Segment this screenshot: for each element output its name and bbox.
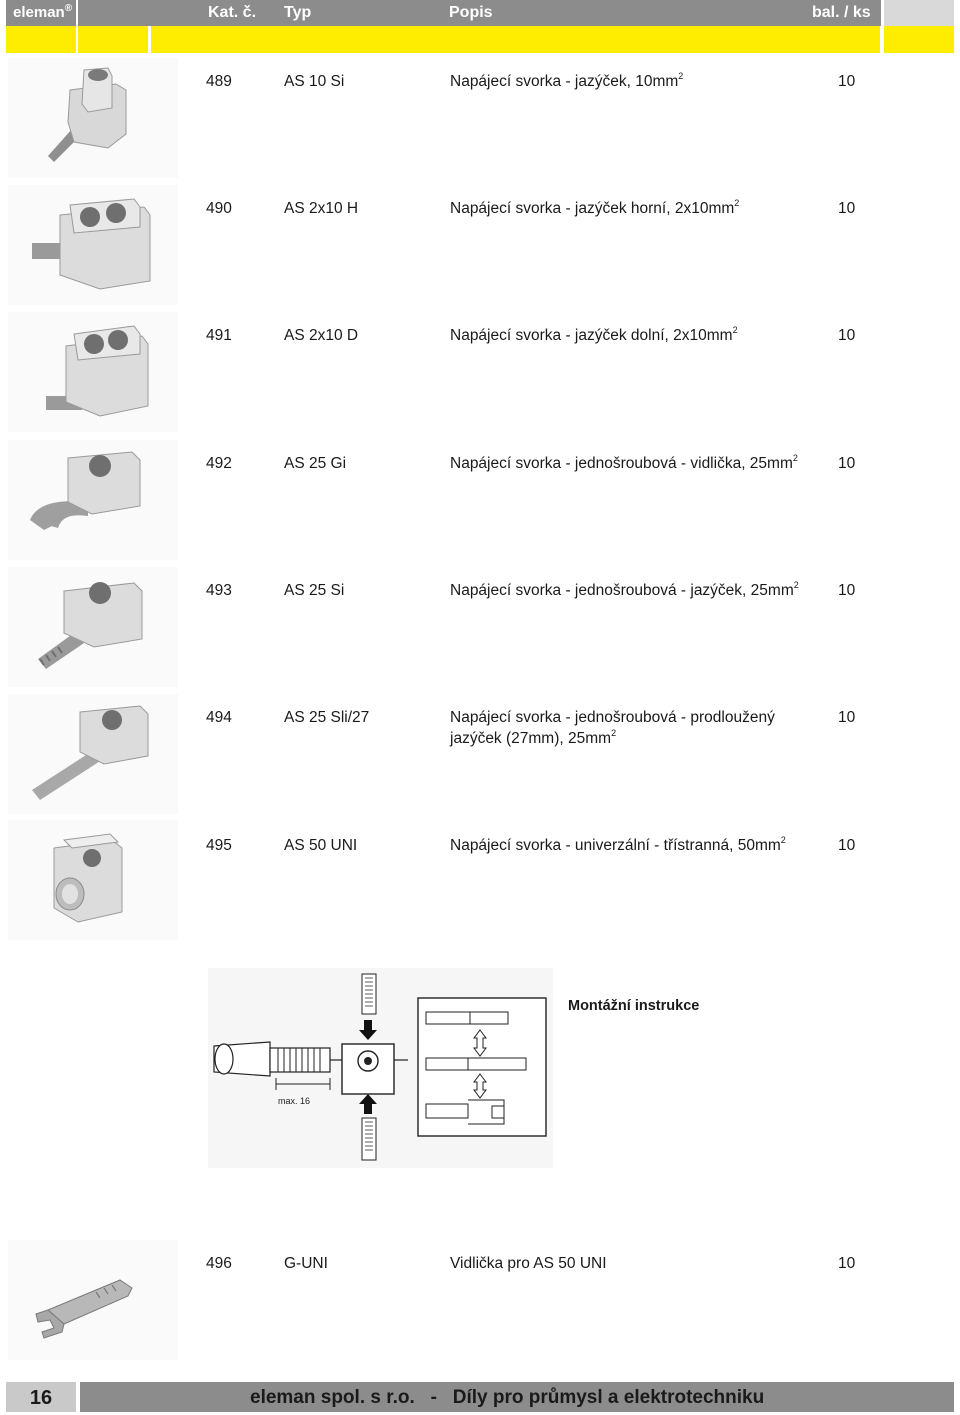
product-description: Napájecí svorka - jednošroubová - vidlička, $25mm^2$ [450, 453, 798, 472]
footer-company-text: eleman spol. s r.o. - Díly pro průmysl a elektrotechniku [250, 1387, 765, 1408]
product-type: G-UNI [284, 1255, 328, 1272]
col-header-kat: Kat. č. [208, 4, 257, 21]
fork-terminal-icon [8, 440, 178, 560]
mounting-diagram [208, 968, 553, 1168]
max-length-label: max. 16 [278, 1096, 311, 1106]
package-quantity: 10 [838, 582, 856, 599]
product-description: Napájecí svorka - univerzální - třístranná, $50mm^2$ [450, 835, 786, 854]
product-description: Napájecí svorka - jazýček dolní, $2x10mm^2$ [450, 325, 738, 344]
col-header-typ: Typ [284, 4, 312, 21]
product-type: AS 50 UNI [284, 837, 358, 854]
header-bar [78, 0, 881, 26]
catalog-number: 494 [206, 709, 232, 726]
accent-bar-right [884, 26, 954, 53]
product-description: Napájecí svorka - jazýček, $10mm^2$ [450, 71, 684, 90]
package-quantity: 10 [838, 327, 856, 344]
brand-cell [6, 0, 76, 26]
col-header-popis: Popis [449, 4, 493, 21]
brand-logo: eleman® [13, 3, 73, 21]
accent-bar-a [78, 26, 148, 53]
mounting-instructions-label: Montážní instrukce [568, 998, 700, 1014]
product-type: AS 25 Gi [284, 455, 347, 472]
catalog-number: 496 [206, 1255, 232, 1272]
product-type: AS 25 Sli/27 [284, 709, 370, 726]
terminal-tongue-icon [8, 58, 178, 178]
product-description: Vidlička pro AS 50 UNI [450, 1255, 607, 1272]
product-type: AS 2x10 D [284, 327, 359, 344]
product-description: Napájecí svorka - jednošroubová - jazýček, $25mm^2$ [450, 580, 799, 599]
fork-insert-icon [8, 1240, 178, 1360]
package-quantity: 10 [838, 1255, 856, 1272]
package-quantity: 10 [838, 455, 856, 472]
package-quantity: 10 [838, 200, 856, 217]
page-number: 16 [29, 1387, 53, 1409]
catalog-number: 495 [206, 837, 232, 854]
accent-bar-main [151, 26, 880, 53]
accent-bar-left [6, 26, 76, 53]
catalog-number: 493 [206, 582, 232, 599]
double-terminal-bottom-icon [8, 312, 178, 432]
product-type: AS 2x10 H [284, 200, 359, 217]
product-description: Napájecí svorka - jednošroubová - prodloužený jazýček (27mm), $25mm^2$ [450, 709, 775, 747]
product-type: AS 10 Si [284, 73, 345, 90]
product-description: Napájecí svorka - jazýček horní, $2x10mm^2$ [450, 198, 740, 217]
package-quantity: 10 [838, 837, 856, 854]
universal-terminal-icon [8, 820, 178, 940]
package-quantity: 10 [838, 73, 856, 90]
catalog-number: 489 [206, 73, 232, 90]
catalog-number: 490 [206, 200, 232, 217]
double-terminal-top-icon [8, 185, 178, 305]
product-type: AS 25 Si [284, 582, 345, 599]
catalog-number: 492 [206, 455, 232, 472]
col-header-bal: bal. / ks [812, 4, 871, 21]
long-tongue-terminal-icon [8, 694, 178, 814]
package-quantity: 10 [838, 709, 856, 726]
header-right-cell [884, 0, 954, 26]
serrated-tongue-terminal-icon [8, 567, 178, 687]
catalog-number: 491 [206, 327, 232, 344]
